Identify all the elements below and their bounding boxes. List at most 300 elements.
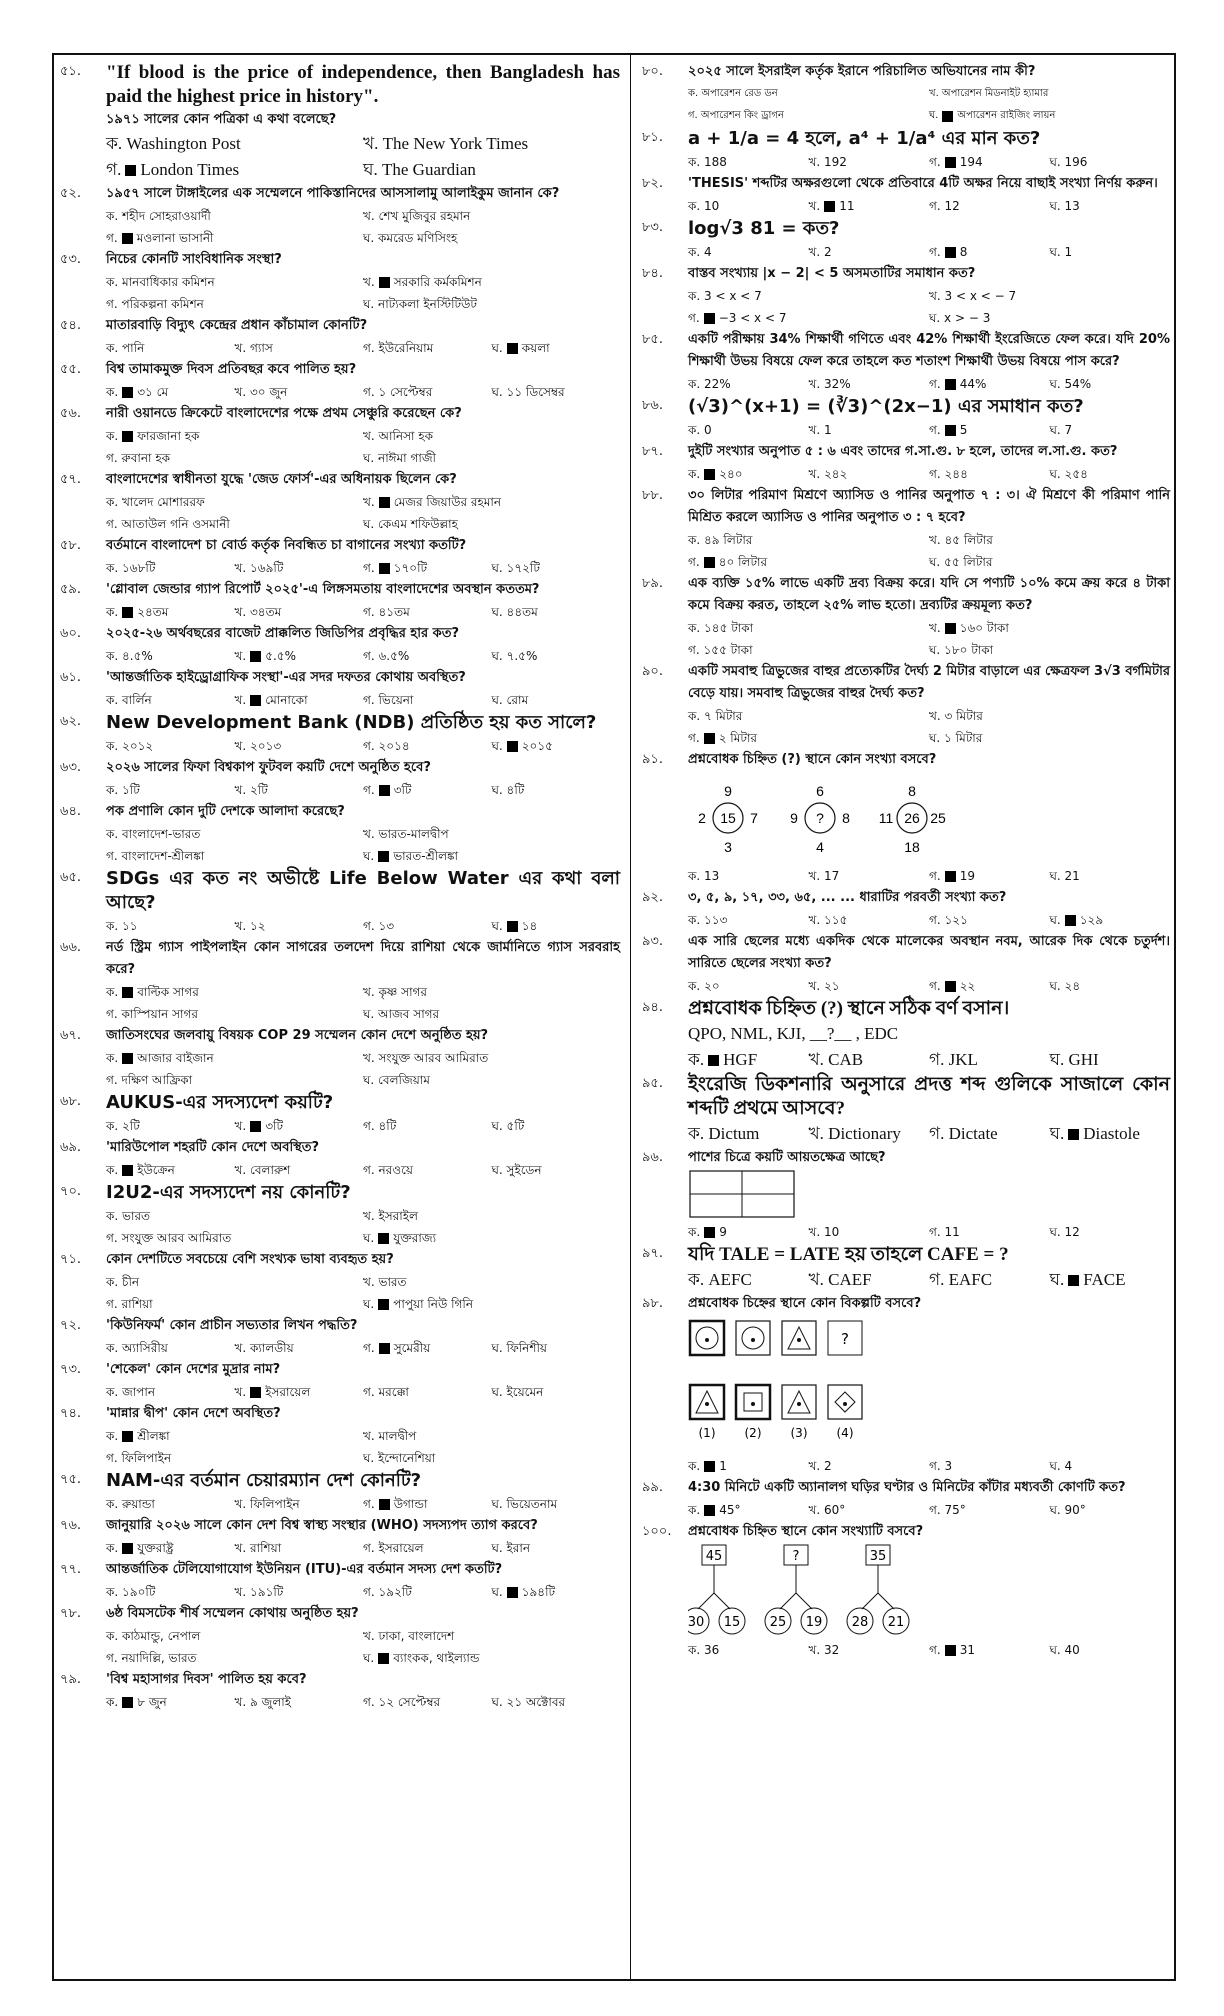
answer-option[interactable] xyxy=(688,1221,809,1243)
answer-option[interactable] xyxy=(929,307,1170,329)
correct-answer-marker xyxy=(378,1299,389,1310)
answer-option[interactable] xyxy=(106,557,235,579)
option-text: ক. অ্যাসিরীয় xyxy=(106,1341,168,1355)
option-text: ক. ৪.৫% xyxy=(106,649,153,663)
option-text: ঘ. ১১ ডিসেম্বর xyxy=(491,385,565,399)
options-group xyxy=(106,205,620,249)
answer-option[interactable] xyxy=(106,1159,235,1181)
answer-option[interactable] xyxy=(1050,195,1171,217)
answer-option[interactable] xyxy=(106,601,235,623)
answer-option[interactable] xyxy=(106,915,235,937)
answer-option[interactable] xyxy=(106,689,235,711)
option-prefix: ঘ. xyxy=(1049,1270,1065,1289)
answer-option[interactable] xyxy=(929,151,1050,173)
answer-option[interactable] xyxy=(363,981,620,1003)
answer-option[interactable] xyxy=(809,151,930,173)
answer-option[interactable] xyxy=(492,601,621,623)
answer-option[interactable] xyxy=(809,1047,930,1073)
answer-option[interactable] xyxy=(809,1639,930,1661)
answer-option[interactable] xyxy=(929,529,1170,551)
answer-option[interactable] xyxy=(1050,975,1171,997)
answer-option[interactable] xyxy=(929,1639,1050,1661)
answer-option[interactable] xyxy=(363,1115,492,1137)
options-group xyxy=(688,1221,1170,1243)
answer-option[interactable] xyxy=(106,1425,363,1447)
answer-option[interactable] xyxy=(929,639,1170,661)
option-text: খ. 32% xyxy=(808,377,851,391)
answer-option[interactable] xyxy=(363,1647,620,1669)
question-item xyxy=(642,997,1170,1073)
question-body xyxy=(106,667,620,711)
answer-option[interactable] xyxy=(492,381,621,403)
answer-option[interactable] xyxy=(688,1047,809,1073)
answer-option[interactable] xyxy=(809,1499,930,1521)
answer-option[interactable] xyxy=(809,975,930,997)
answer-option[interactable] xyxy=(363,131,620,157)
answer-option[interactable] xyxy=(1050,1221,1171,1243)
answer-option[interactable] xyxy=(235,1381,364,1403)
answer-option[interactable] xyxy=(363,1537,492,1559)
answer-option[interactable] xyxy=(929,705,1170,727)
answer-option[interactable] xyxy=(929,373,1050,395)
question-body xyxy=(688,997,1170,1073)
answer-option[interactable] xyxy=(106,779,235,801)
answer-option[interactable] xyxy=(363,447,620,469)
question-text: 'আন্তর্জাতিক হাইড্রোগ্রাফিক সংস্থা'-এর সদর দফতর কোথায় অবস্থিত? xyxy=(106,670,466,685)
answer-option[interactable] xyxy=(235,1115,364,1137)
answer-option[interactable] xyxy=(688,195,809,217)
question-body xyxy=(688,1521,1170,1661)
question-number: ৯৯. xyxy=(642,1480,664,1495)
figure-line xyxy=(796,1593,812,1609)
answer-option[interactable] xyxy=(235,645,364,667)
answer-option[interactable] xyxy=(363,601,492,623)
answer-option[interactable] xyxy=(106,823,363,845)
option-text: ক. 4 xyxy=(688,245,712,259)
answer-option[interactable] xyxy=(363,491,620,513)
answer-option[interactable] xyxy=(688,529,929,551)
option-prefix: ঘ. xyxy=(1049,913,1061,927)
answer-option[interactable] xyxy=(929,105,1170,127)
question-body xyxy=(106,1469,620,1515)
answer-option[interactable] xyxy=(1050,373,1171,395)
answer-option[interactable] xyxy=(929,1455,1050,1477)
option-text: গ. ২৪৪ xyxy=(929,467,968,481)
correct-answer-marker xyxy=(945,247,956,258)
question-number: ৬২. xyxy=(60,714,82,729)
answer-option[interactable] xyxy=(809,195,930,217)
answer-option[interactable] xyxy=(363,915,492,937)
answer-option[interactable] xyxy=(1050,463,1171,485)
answer-option[interactable] xyxy=(929,1499,1050,1521)
option-text: ১৪ xyxy=(521,919,538,933)
question-text: বাস্তব সংখ্যায় |x − 2| < 5 অসমতাটির সমাধান কত? xyxy=(688,266,976,281)
answer-option[interactable] xyxy=(363,1159,492,1181)
answer-option[interactable] xyxy=(363,1447,620,1469)
option-prefix: গ. xyxy=(929,245,941,259)
answer-option[interactable] xyxy=(688,1639,809,1661)
answer-option[interactable] xyxy=(1050,1267,1171,1293)
question-body xyxy=(106,359,620,403)
question-item xyxy=(642,1521,1170,1661)
answer-option[interactable] xyxy=(106,271,363,293)
answer-option[interactable] xyxy=(363,157,620,183)
answer-option[interactable] xyxy=(363,271,620,293)
question-number: ৯৪. xyxy=(642,1000,664,1015)
answer-option[interactable] xyxy=(1050,151,1171,173)
option-prefix: গ. xyxy=(688,311,700,325)
answer-option[interactable] xyxy=(363,1003,620,1025)
answer-option[interactable] xyxy=(106,227,363,249)
answer-option[interactable] xyxy=(809,909,930,931)
answer-option[interactable] xyxy=(235,1159,364,1181)
question-text: মাতারবাড়ি বিদ্যুৎ কেন্দ্রের প্রধান কাঁচামাল কোনটি? xyxy=(106,318,368,333)
options-group xyxy=(106,1381,620,1403)
answer-option[interactable] xyxy=(106,1691,235,1713)
answer-option[interactable] xyxy=(363,1425,620,1447)
answer-option[interactable] xyxy=(809,373,930,395)
answer-option[interactable] xyxy=(106,1293,363,1315)
question-item xyxy=(60,801,620,867)
answer-option[interactable] xyxy=(363,645,492,667)
option-text: খ. কৃষ্ণ সাগর xyxy=(363,985,428,999)
answer-option[interactable] xyxy=(929,1047,1050,1073)
answer-option[interactable] xyxy=(492,1381,621,1403)
answer-option[interactable] xyxy=(235,1337,364,1359)
answer-option[interactable] xyxy=(106,425,363,447)
option-text: ক. ১৯০টি xyxy=(106,1585,156,1599)
option-text: খ. 192 xyxy=(808,155,847,169)
answer-option[interactable] xyxy=(363,1227,620,1249)
correct-answer-marker xyxy=(824,201,835,212)
answer-option[interactable] xyxy=(235,735,364,757)
correct-answer-marker xyxy=(379,497,390,508)
answer-option[interactable] xyxy=(492,915,621,937)
answer-option[interactable] xyxy=(235,601,364,623)
question-body xyxy=(688,1243,1170,1293)
answer-option[interactable] xyxy=(235,1581,364,1603)
answer-option[interactable] xyxy=(235,557,364,579)
answer-option[interactable] xyxy=(1050,1455,1171,1477)
answer-option[interactable] xyxy=(1050,909,1171,931)
answer-option[interactable] xyxy=(929,975,1050,997)
answer-option[interactable] xyxy=(688,639,929,661)
answer-option[interactable] xyxy=(1050,865,1171,887)
answer-option[interactable] xyxy=(492,645,621,667)
answer-option[interactable] xyxy=(929,1221,1050,1243)
answer-option[interactable] xyxy=(106,1227,363,1249)
answer-option[interactable] xyxy=(363,205,620,227)
answer-option[interactable] xyxy=(106,293,363,315)
answer-option[interactable] xyxy=(809,1267,930,1293)
question-text: জাতিসংঘের জলবায়ু বিষয়ক COP 29 সম্মেলন কোন দেশে অনুষ্ঠিত হয়? xyxy=(106,1028,489,1043)
answer-option[interactable] xyxy=(688,551,929,573)
question-figure xyxy=(688,771,1170,865)
answer-option[interactable] xyxy=(235,1537,364,1559)
question-body xyxy=(688,661,1170,749)
answer-option[interactable] xyxy=(492,1537,621,1559)
answer-option[interactable] xyxy=(929,241,1050,263)
question-text: নারী ওয়ানডে ক্রিকেটে বাংলাদেশের পক্ষে প্রথম সেঞ্চুরি করেছেন কে? xyxy=(106,406,462,421)
answer-option[interactable] xyxy=(106,157,363,183)
answer-option[interactable] xyxy=(492,1337,621,1359)
answer-option[interactable] xyxy=(363,1205,620,1227)
answer-option[interactable] xyxy=(809,419,930,441)
option-text: ক. খালেদ মোশাররফ xyxy=(106,495,205,509)
figure-number: 15 xyxy=(720,810,736,826)
option-text: ক. ২০১২ xyxy=(106,739,154,753)
question-item xyxy=(60,1137,620,1181)
answer-option[interactable] xyxy=(688,909,809,931)
answer-option[interactable] xyxy=(363,689,492,711)
answer-option[interactable] xyxy=(492,1115,621,1137)
answer-option[interactable] xyxy=(929,195,1050,217)
answer-option[interactable] xyxy=(106,1337,235,1359)
answer-option[interactable] xyxy=(363,1271,620,1293)
answer-option[interactable] xyxy=(363,381,492,403)
question-text: পক প্রণালি কোন দুটি দেশকে আলাদা করেছে? xyxy=(106,804,345,819)
option-text: ২৪তম xyxy=(137,605,169,619)
answer-option[interactable] xyxy=(1050,1047,1171,1073)
answer-option[interactable] xyxy=(106,1625,363,1647)
answer-option[interactable] xyxy=(363,227,620,249)
option-text: 19 xyxy=(959,869,975,883)
answer-option[interactable] xyxy=(235,381,364,403)
answer-option[interactable] xyxy=(688,307,929,329)
question-body xyxy=(106,801,620,867)
question-item xyxy=(60,711,620,757)
answer-option[interactable] xyxy=(363,337,492,359)
question-number: ৯৭. xyxy=(642,1246,664,1261)
answer-option[interactable] xyxy=(929,617,1170,639)
question-text: SDGs এর কত নং অভীষ্টে Life Below Water এর কথা বলা আছে? xyxy=(106,868,620,913)
answer-option[interactable] xyxy=(929,865,1050,887)
option-text: ১৯৪টি xyxy=(521,1585,556,1599)
question-body xyxy=(106,1669,620,1713)
answer-option[interactable] xyxy=(363,557,492,579)
answer-option[interactable] xyxy=(1050,419,1171,441)
question-body xyxy=(106,1249,620,1315)
question-body xyxy=(688,329,1170,395)
answer-option[interactable] xyxy=(106,1537,235,1559)
answer-option[interactable] xyxy=(106,1047,363,1069)
answer-option[interactable] xyxy=(106,1003,363,1025)
option-text: ২৪০ xyxy=(719,467,743,481)
correct-answer-marker xyxy=(122,1697,133,1708)
answer-option[interactable] xyxy=(363,1337,492,1359)
answer-option[interactable] xyxy=(1050,1499,1171,1521)
option-text: খ. মালদ্বীপ xyxy=(363,1429,417,1443)
answer-option[interactable] xyxy=(106,1647,363,1669)
answer-option[interactable] xyxy=(809,1455,930,1477)
answer-option[interactable] xyxy=(492,1581,621,1603)
answer-option[interactable] xyxy=(106,1069,363,1091)
options-group xyxy=(688,373,1170,395)
answer-option[interactable] xyxy=(688,151,809,173)
question-number: ৮১. xyxy=(642,130,664,145)
answer-option[interactable] xyxy=(688,1121,809,1147)
answer-option[interactable] xyxy=(106,981,363,1003)
answer-option[interactable] xyxy=(688,1499,809,1521)
answer-option[interactable] xyxy=(106,1205,363,1227)
question-item xyxy=(60,1515,620,1559)
answer-option[interactable] xyxy=(492,557,621,579)
answer-option[interactable] xyxy=(688,241,809,263)
answer-option[interactable] xyxy=(363,425,620,447)
answer-option[interactable] xyxy=(363,513,620,535)
answer-option[interactable] xyxy=(106,1381,235,1403)
option-text: খ. ২টি xyxy=(234,783,268,797)
answer-option[interactable] xyxy=(106,513,363,535)
answer-option[interactable] xyxy=(929,727,1170,749)
option-text: গ. ১ সেপ্টেম্বর xyxy=(363,385,433,399)
answer-option[interactable] xyxy=(1050,1121,1171,1147)
answer-option[interactable] xyxy=(363,1293,620,1315)
answer-option[interactable] xyxy=(106,205,363,227)
answer-option[interactable] xyxy=(106,381,235,403)
right-column xyxy=(642,61,1170,1661)
answer-option[interactable] xyxy=(363,779,492,801)
answer-option[interactable] xyxy=(106,131,363,157)
correct-answer-marker xyxy=(378,1653,389,1664)
options-group xyxy=(106,491,620,535)
answer-option[interactable] xyxy=(363,1691,492,1713)
answer-option[interactable] xyxy=(929,419,1050,441)
question-text: 'মারিউপোল শহরটি কোন দেশে অবস্থিত? xyxy=(106,1140,320,1155)
answer-option[interactable] xyxy=(363,293,620,315)
option-text: ঘ. 1 xyxy=(1049,245,1073,259)
options-group xyxy=(106,915,620,937)
question-item xyxy=(60,579,620,623)
answer-option[interactable] xyxy=(363,735,492,757)
answer-option[interactable] xyxy=(688,1267,809,1293)
answer-option[interactable] xyxy=(492,337,621,359)
answer-option[interactable] xyxy=(363,1493,492,1515)
option-text: খ. ২০১৩ xyxy=(234,739,282,753)
answer-option[interactable] xyxy=(688,727,929,749)
option-text: 1 xyxy=(719,1459,727,1473)
answer-option[interactable] xyxy=(809,1121,930,1147)
answer-option[interactable] xyxy=(363,1625,620,1647)
answer-option[interactable] xyxy=(688,463,809,485)
option-prefix: গ. xyxy=(929,423,941,437)
answer-option[interactable] xyxy=(235,1691,364,1713)
question-body xyxy=(106,249,620,315)
answer-option[interactable] xyxy=(363,1047,620,1069)
answer-option[interactable] xyxy=(106,845,363,867)
answer-option[interactable] xyxy=(809,1221,930,1243)
option-prefix: ক. xyxy=(688,1225,701,1239)
answer-option[interactable] xyxy=(106,1115,235,1137)
question-number: ৭৬. xyxy=(60,1518,82,1533)
answer-option[interactable] xyxy=(106,1581,235,1603)
answer-option[interactable] xyxy=(1050,1639,1171,1661)
option-text: ক. বাংলাদেশ-ভারত xyxy=(106,827,201,841)
option-text: খ. CAB xyxy=(808,1050,864,1069)
answer-option[interactable] xyxy=(492,689,621,711)
options-group xyxy=(688,1267,1170,1293)
answer-option[interactable] xyxy=(929,285,1170,307)
answer-option[interactable] xyxy=(235,689,364,711)
answer-option[interactable] xyxy=(363,823,620,845)
option-text: গ. সংযুক্ত আরব আমিরাত xyxy=(106,1231,232,1245)
answer-option[interactable] xyxy=(106,447,363,469)
answer-option[interactable] xyxy=(688,865,809,887)
answer-option[interactable] xyxy=(106,735,235,757)
answer-option[interactable] xyxy=(688,617,929,639)
option-text: খ. 32 xyxy=(808,1643,840,1657)
answer-option[interactable] xyxy=(235,1493,364,1515)
answer-option[interactable] xyxy=(363,845,620,867)
option-text: ক. 0 xyxy=(688,423,712,437)
answer-option[interactable] xyxy=(688,975,809,997)
option-text: গ. আতাউল গনি ওসমানী xyxy=(106,517,230,531)
answer-option[interactable] xyxy=(492,779,621,801)
answer-option[interactable] xyxy=(363,1069,620,1091)
answer-option[interactable] xyxy=(809,241,930,263)
answer-option[interactable] xyxy=(492,1493,621,1515)
answer-option[interactable] xyxy=(929,551,1170,573)
figure-dot xyxy=(751,1338,755,1342)
option-text: ঘ. ২৪ xyxy=(1049,979,1081,993)
answer-option[interactable] xyxy=(235,779,364,801)
option-prefix: ঘ. xyxy=(491,739,503,753)
answer-option[interactable] xyxy=(929,909,1050,931)
answer-option[interactable] xyxy=(235,337,364,359)
answer-option[interactable] xyxy=(809,463,930,485)
answer-option[interactable] xyxy=(492,735,621,757)
answer-option[interactable] xyxy=(929,83,1170,105)
answer-option[interactable] xyxy=(106,1271,363,1293)
answer-option[interactable] xyxy=(492,1691,621,1713)
answer-option[interactable] xyxy=(492,1159,621,1181)
option-text: গ. অপারেশন কিং ড্রাগন xyxy=(688,110,784,121)
answer-option[interactable] xyxy=(106,1447,363,1469)
option-text: ক. 13 xyxy=(688,869,720,883)
answer-option[interactable] xyxy=(688,285,929,307)
question-body xyxy=(106,1603,620,1669)
answer-option[interactable] xyxy=(106,645,235,667)
answer-option[interactable] xyxy=(688,1455,809,1477)
answer-option[interactable] xyxy=(688,105,929,127)
answer-option[interactable] xyxy=(106,337,235,359)
answer-option[interactable] xyxy=(363,1581,492,1603)
answer-option[interactable] xyxy=(688,705,929,727)
figure-number: 19 xyxy=(805,1615,823,1630)
answer-option[interactable] xyxy=(106,1493,235,1515)
question-text: ২০২৫-২৬ অর্থবছরের বাজেট প্রাক্কলিত জিডিপির প্রবৃদ্ধির হার কত? xyxy=(106,626,460,641)
answer-option[interactable] xyxy=(106,491,363,513)
answer-option[interactable] xyxy=(235,915,364,937)
question-body xyxy=(688,749,1170,887)
option-prefix: গ. xyxy=(363,1497,375,1511)
answer-option[interactable] xyxy=(688,83,929,105)
answer-option[interactable] xyxy=(929,1121,1050,1147)
answer-option[interactable] xyxy=(809,865,930,887)
answer-option[interactable] xyxy=(929,463,1050,485)
option-text: খ. রাশিয়া xyxy=(234,1541,282,1555)
option-text: ২ মিটার xyxy=(718,731,758,745)
question-number: ৯০. xyxy=(642,664,664,679)
answer-option[interactable] xyxy=(688,373,809,395)
question-figure xyxy=(688,1169,1170,1221)
option-prefix: খ. xyxy=(234,693,247,707)
answer-option[interactable] xyxy=(1050,241,1171,263)
answer-option[interactable] xyxy=(363,1381,492,1403)
answer-option[interactable] xyxy=(929,1267,1050,1293)
correct-answer-marker xyxy=(1065,915,1076,926)
answer-option[interactable] xyxy=(688,419,809,441)
